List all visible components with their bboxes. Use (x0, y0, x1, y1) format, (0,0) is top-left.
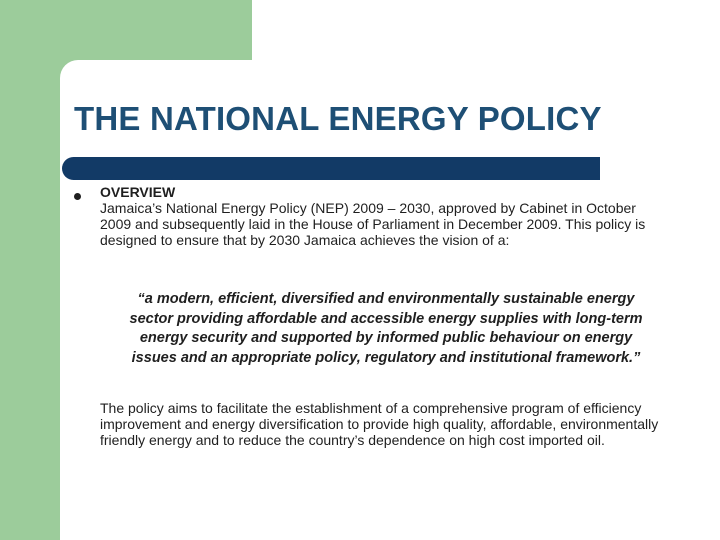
title-underline-bar (62, 157, 600, 180)
vision-quote: “a modern, efficient, diversified and environmentally sustainable energy sector providing affordable and accessible energy supplies with long-term energy security and supported by informed public behaviour on energy issues and an appropriate policy, regulatory and institutional framework.” (129, 291, 643, 366)
intro-paragraph: Jamaica’s National Energy Policy (NEP) 2009 – 2030, approved by Cabinet in October 2009 and subsequently laid in the House of Parliament in December 2009. This policy is designed to ensure that by 2030 Jamaica achieves the vision of a: (100, 200, 646, 248)
bullet-dot-icon (74, 193, 81, 200)
overview-heading: OVERVIEW (100, 184, 176, 200)
slide-title: THE NATIONAL ENERGY POLICY (74, 100, 602, 137)
aim-paragraph: The policy aims to facilitate the establishment of a comprehensive program of efficiency improvement and energy diversification to provide high quality, affordable, environmentally friendly energy and to reduce the country’s dependence on high cost imported oil. (100, 400, 659, 448)
decorative-green-sidebar (0, 0, 60, 540)
